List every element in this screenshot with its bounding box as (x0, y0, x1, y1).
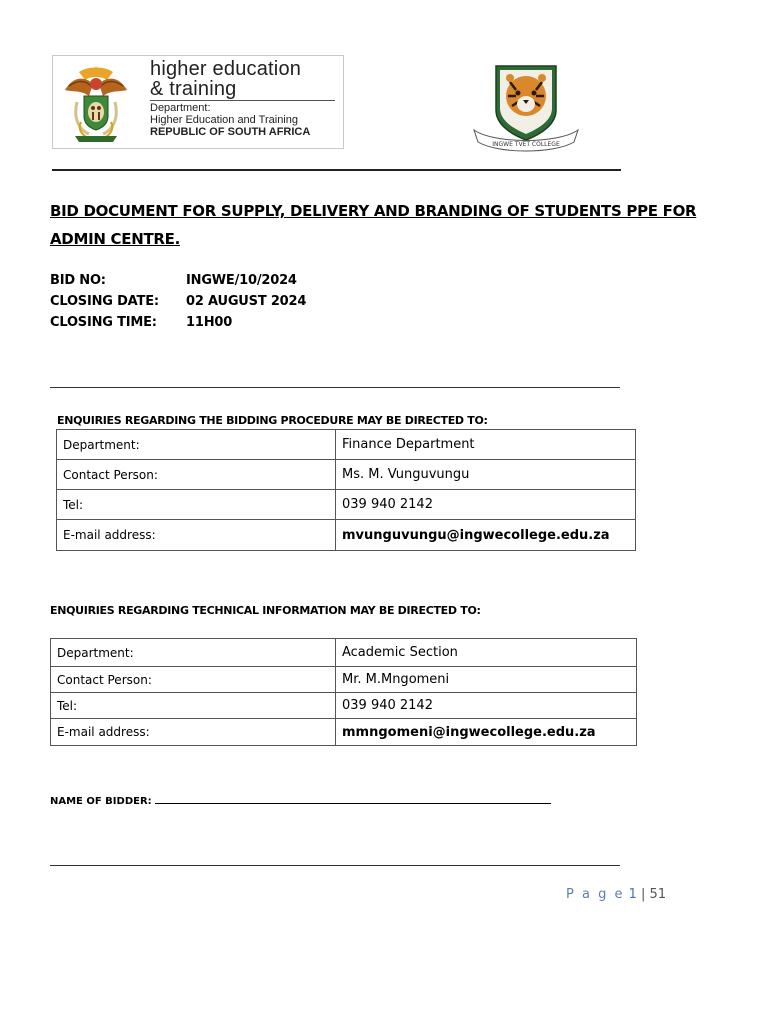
bid-no-label: BID NO: (50, 273, 106, 288)
bidder-name-line[interactable] (155, 794, 551, 804)
row-value: Mr. M.Mngomeni (336, 667, 637, 693)
table-row (57, 490, 636, 520)
closing-time-label: CLOSING TIME: (50, 315, 157, 330)
header-divider (52, 169, 621, 171)
row-value: mmngomeni@ingwecollege.edu.za (336, 719, 637, 746)
logo-sub-country: REPUBLIC OF SOUTH AFRICA (150, 126, 311, 138)
logo-sub-name: Higher Education and Training (150, 114, 298, 126)
logo-title-line1: higher education (150, 58, 302, 80)
table-row (57, 460, 636, 490)
table-row (51, 639, 637, 667)
page-label: P a g e (566, 887, 625, 902)
bidder-label: NAME OF BIDDER: (50, 796, 152, 807)
row-label: Tel: (51, 693, 336, 719)
closing-time-value: 11H00 (186, 315, 233, 330)
row-label: Tel: (57, 490, 336, 520)
meta-divider (50, 387, 620, 388)
technical-enquiries-heading: ENQUIRIES REGARDING TECHNICAL INFORMATION MAY BE DIRECTED TO: (50, 604, 481, 617)
table-row (51, 719, 637, 746)
table-row (51, 667, 637, 693)
row-value: Ms. M. Vunguvungu (336, 460, 636, 490)
page-footer (566, 887, 666, 902)
total-pages: 51 (649, 887, 667, 902)
logo-rule (150, 100, 335, 101)
college-crest-icon (470, 60, 582, 155)
closing-date-value: 02 AUGUST 2024 (186, 294, 307, 309)
bidding-enquiries-table (56, 429, 636, 551)
bidder-name-field (50, 794, 551, 807)
logo-sub-department: Department: (150, 102, 211, 114)
logo-title-line2: & training (150, 78, 237, 100)
coat-of-arms-icon (59, 62, 133, 144)
row-label: Contact Person: (51, 667, 336, 693)
footer-divider (50, 865, 620, 866)
row-value: Academic Section (336, 639, 637, 667)
table-row (51, 693, 637, 719)
technical-enquiries-table (50, 638, 637, 746)
row-value: mvunguvungu@ingwecollege.edu.za (336, 520, 636, 551)
bid-no-value: INGWE/10/2024 (186, 273, 297, 288)
document-title: BID DOCUMENT FOR SUPPLY, DELIVERY AND BRANDING OF STUDENTS PPE FOR ADMIN CENTRE. (50, 202, 697, 248)
row-label: Contact Person: (57, 460, 336, 490)
row-value: 039 940 2142 (336, 693, 637, 719)
closing-date-label: CLOSING DATE: (50, 294, 159, 309)
row-value: 039 940 2142 (336, 490, 636, 520)
row-label: E-mail address: (51, 719, 336, 746)
page-number: 1 (628, 887, 637, 902)
page-separator: | (641, 887, 646, 902)
dhet-logo (52, 55, 344, 149)
row-label: Department: (51, 639, 336, 667)
row-label: E-mail address: (57, 520, 336, 551)
table-row (57, 520, 636, 551)
bidding-enquiries-heading: ENQUIRIES REGARDING THE BIDDING PROCEDURE MAY BE DIRECTED TO: (57, 414, 488, 427)
table-row (57, 430, 636, 460)
row-label: Department: (57, 430, 336, 460)
row-value: Finance Department (336, 430, 636, 460)
college-ribbon-text: INGWE TVET COLLEGE (492, 141, 560, 148)
